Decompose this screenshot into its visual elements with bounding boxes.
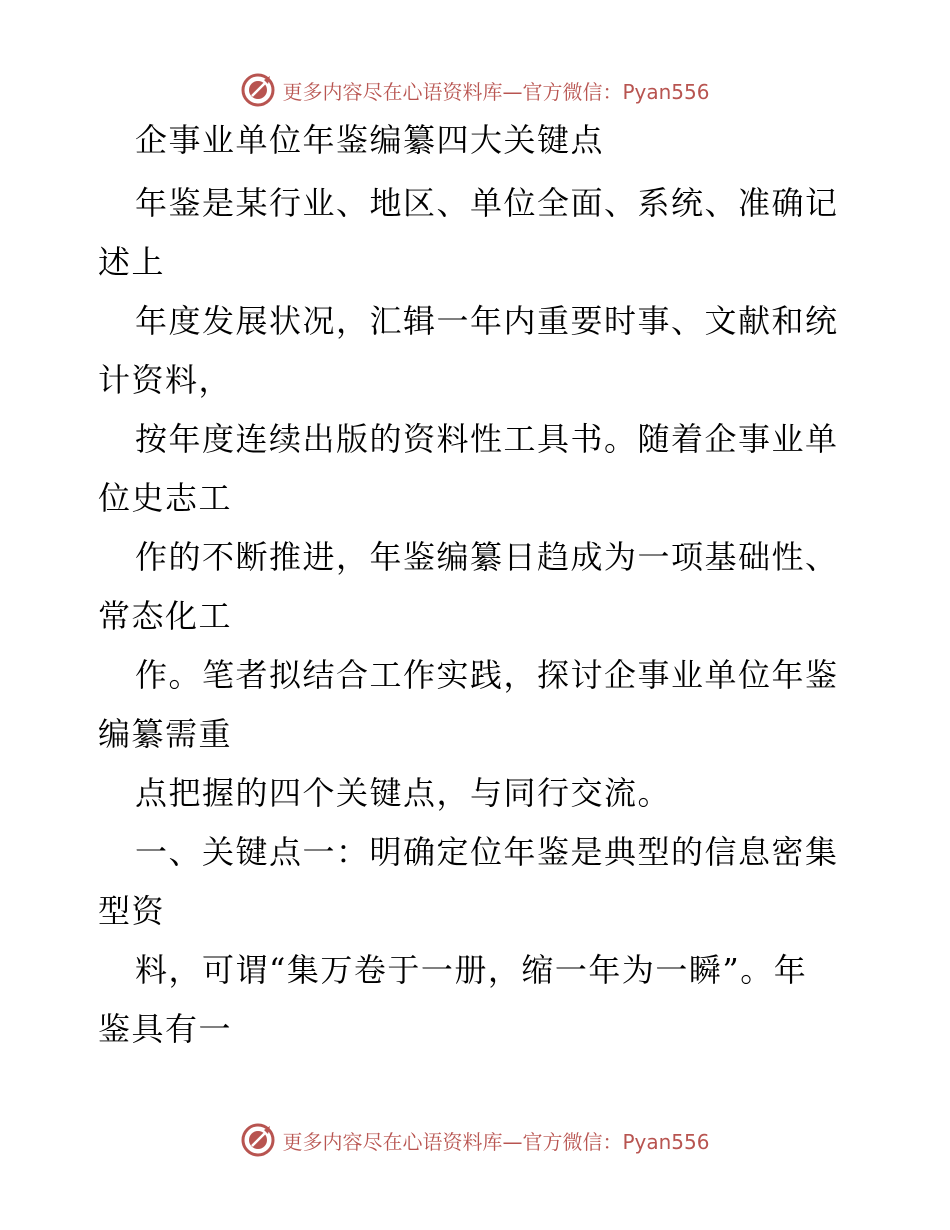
doc-line: 料，可谓“集万卷于一册，缩一年为一瞬”。年 (135, 951, 808, 989)
doc-line: 年鉴是某行业、地区、单位全面、系统、准确记 (135, 184, 839, 222)
doc-line: 述上 (98, 243, 166, 281)
doc-line: 一、关键点一：明确定位年鉴是典型的信息密集 (135, 833, 839, 871)
doc-line: 常态化工 (98, 597, 233, 635)
footer-banner (0, 1120, 950, 1160)
red-seal-logo-icon (240, 1122, 276, 1158)
doc-line: 作的不断推进，年鉴编纂日趋成为一项基础性、 (135, 538, 839, 576)
doc-line: 作。笔者拟结合工作实践，探讨企事业单位年鉴 (135, 656, 839, 694)
doc-line: 鉴具有一 (98, 1010, 233, 1048)
header-banner (0, 70, 950, 110)
footer-banner-text: 更多内容尽在心语资料库—官方微信：Pyan556 (282, 1129, 710, 1154)
doc-line: 年度发展状况，汇辑一年内重要时事、文献和统 (135, 302, 839, 340)
doc-line: 按年度连续出版的资料性工具书。随着企事业单 (135, 420, 839, 458)
doc-line: 点把握的四个关键点，与同行交流。 (135, 774, 672, 812)
doc-line: 型资 (98, 892, 166, 930)
header-banner-text: 更多内容尽在心语资料库—官方微信：Pyan556 (282, 79, 710, 104)
red-seal-logo-icon (240, 72, 276, 108)
doc-line: 编纂需重 (98, 715, 233, 753)
doc-line: 位史志工 (98, 479, 233, 517)
doc-title: 企事业单位年鉴编纂四大关键点 (135, 121, 605, 159)
doc-line: 计资料， (98, 361, 233, 399)
